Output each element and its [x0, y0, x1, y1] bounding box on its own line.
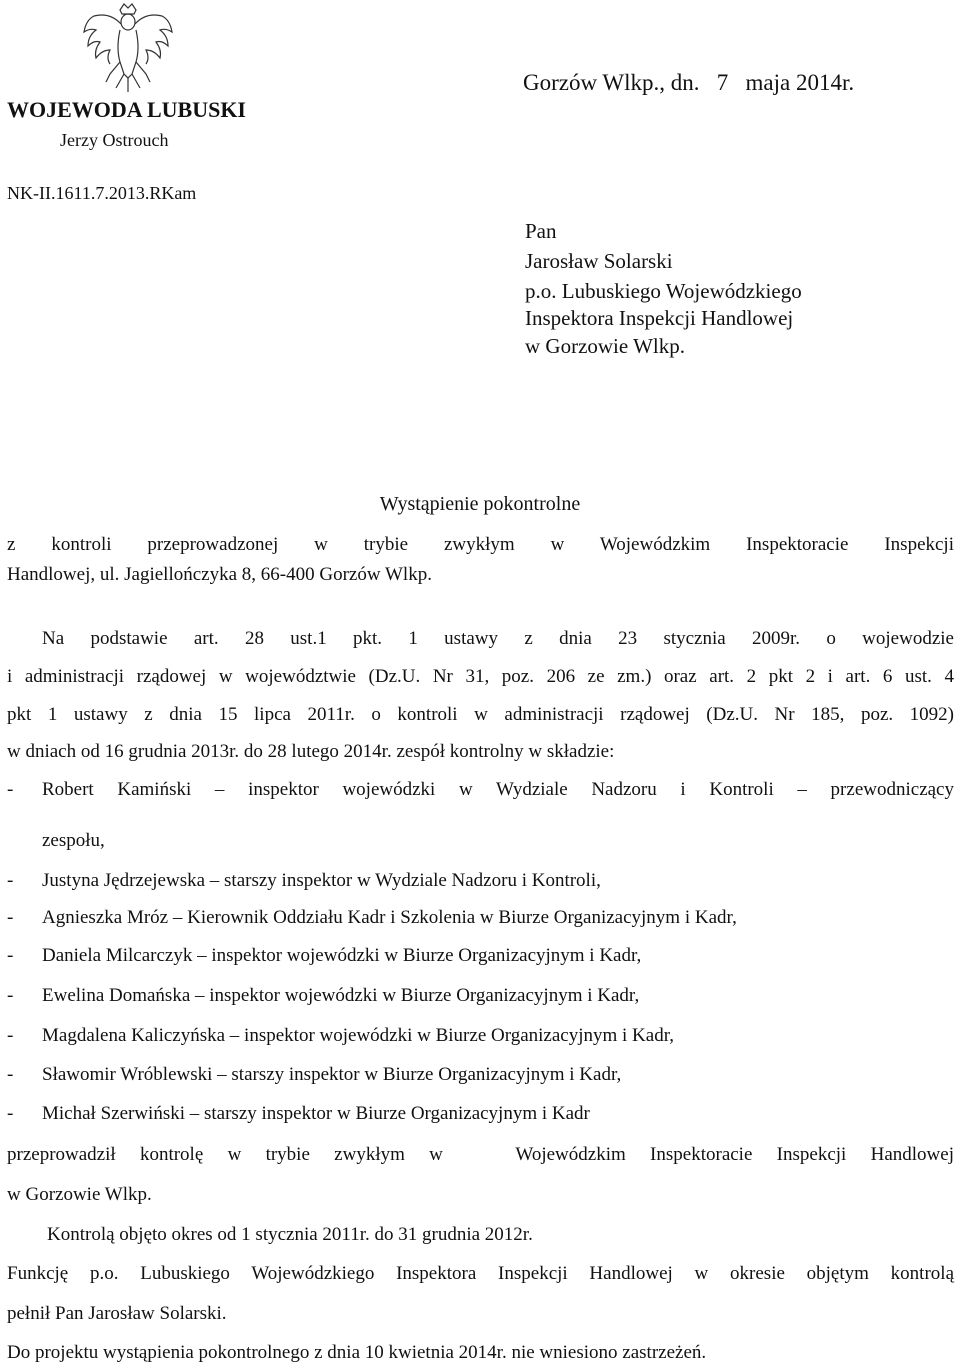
list-dash: -: [7, 1064, 14, 1085]
team-member: Agnieszka Mróz – Kierownik Oddziału Kadr i Szkolenia w Biurze Organizacyjnym i Kadr,: [42, 907, 737, 928]
team-member: Daniela Milcarczyk – inspektor wojewódzki w Biurze Organizacyjnym i Kadr,: [42, 945, 642, 966]
team-member-continued: zespołu,: [42, 830, 105, 851]
list-dash: -: [7, 1025, 14, 1046]
list-dash: -: [7, 870, 14, 891]
team-member: Michał Szerwiński – starszy inspektor w Biurze Organizacyjnym i Kadr: [42, 1103, 590, 1124]
office-title: WOJEWODA LUBUSKI: [7, 97, 246, 122]
addressee-line: Inspektora Inspekcji Handlowej: [525, 306, 794, 330]
team-member: Magdalena Kaliczyńska – inspektor wojewódzki w Biurze Organizacyjnym i Kadr,: [42, 1025, 675, 1046]
list-dash: -: [7, 779, 14, 800]
intro-line: w dniach od 16 grudnia 2013r. do 28 lutego 2014r. zespół kontrolny w składzie:: [7, 741, 615, 762]
team-member: Justyna Jędrzejewska – starszy inspektor w Wydziale Nadzoru i Kontroli,: [42, 870, 601, 891]
body-line: przeprowadził kontrolę w trybie zwykłym w Wojewódzkim Inspektoracie Inspekcji Handlowej: [7, 1144, 954, 1165]
body-line: Kontrolą objęto okres od 1 stycznia 2011r. do 31 grudnia 2012r.: [47, 1224, 533, 1245]
subtitle-line: z kontroli przeprowadzonej w trybie zwykłym w Wojewódzkim Inspektoracie Inspekcji: [7, 534, 954, 555]
polish-eagle-icon: [80, 2, 176, 96]
list-dash: -: [7, 985, 14, 1006]
document-title: Wystąpienie pokontrolne: [379, 493, 581, 515]
official-name: Jerzy Ostrouch: [60, 130, 169, 150]
addressee-line: Pan: [525, 219, 557, 243]
team-member: Robert Kamiński – inspektor wojewódzki w Wydziale Nadzoru i Kontroli – przewodniczący: [42, 779, 954, 800]
team-member: Sławomir Wróblewski – starszy inspektor w Biurze Organizacyjnym i Kadr,: [42, 1064, 622, 1085]
list-dash: -: [7, 907, 14, 928]
intro-line: Na podstawie art. 28 ust.1 pkt. 1 ustawy z dnia 23 stycznia 2009r. o wojewodzie: [42, 628, 954, 649]
body-line: pełnił Pan Jarosław Solarski.: [7, 1303, 227, 1324]
addressee-line: w Gorzowie Wlkp.: [525, 334, 685, 358]
intro-line: i administracji rządowej w województwie (Dz.U. Nr 31, poz. 206 ze zm.) oraz art. 2 pkt 2 i art. 6 ust. 4: [7, 666, 954, 687]
subtitle-line: Handlowej, ul. Jagiellończyka 8, 66-400 Gorzów Wlkp.: [7, 564, 432, 585]
intro-line: pkt 1 ustawy z dnia 15 lipca 2011r. o kontroli w administracji rządowej (Dz.U. Nr 185, poz. 1092): [7, 704, 954, 725]
list-dash: -: [7, 1103, 14, 1124]
addressee-line: p.o. Lubuskiego Wojewódzkiego: [525, 279, 802, 303]
team-member: Ewelina Domańska – inspektor wojewódzki w Biurze Organizacyjnym i Kadr,: [42, 985, 640, 1006]
list-dash: -: [7, 945, 14, 966]
addressee-line: Jarosław Solarski: [525, 249, 673, 273]
place-date: Gorzów Wlkp., dn. 7 maja 2014r.: [523, 70, 855, 95]
reference-number: NK-II.1611.7.2013.RKam: [7, 183, 197, 203]
body-line: Do projektu wystąpienia pokontrolnego z dnia 10 kwietnia 2014r. nie wniesiono zastrzeżeń.: [7, 1342, 707, 1363]
body-line: w Gorzowie Wlkp.: [7, 1184, 152, 1205]
body-line: Funkcję p.o. Lubuskiego Wojewódzkiego Inspektora Inspekcji Handlowej w okresie objętym kontrolą: [7, 1263, 954, 1284]
